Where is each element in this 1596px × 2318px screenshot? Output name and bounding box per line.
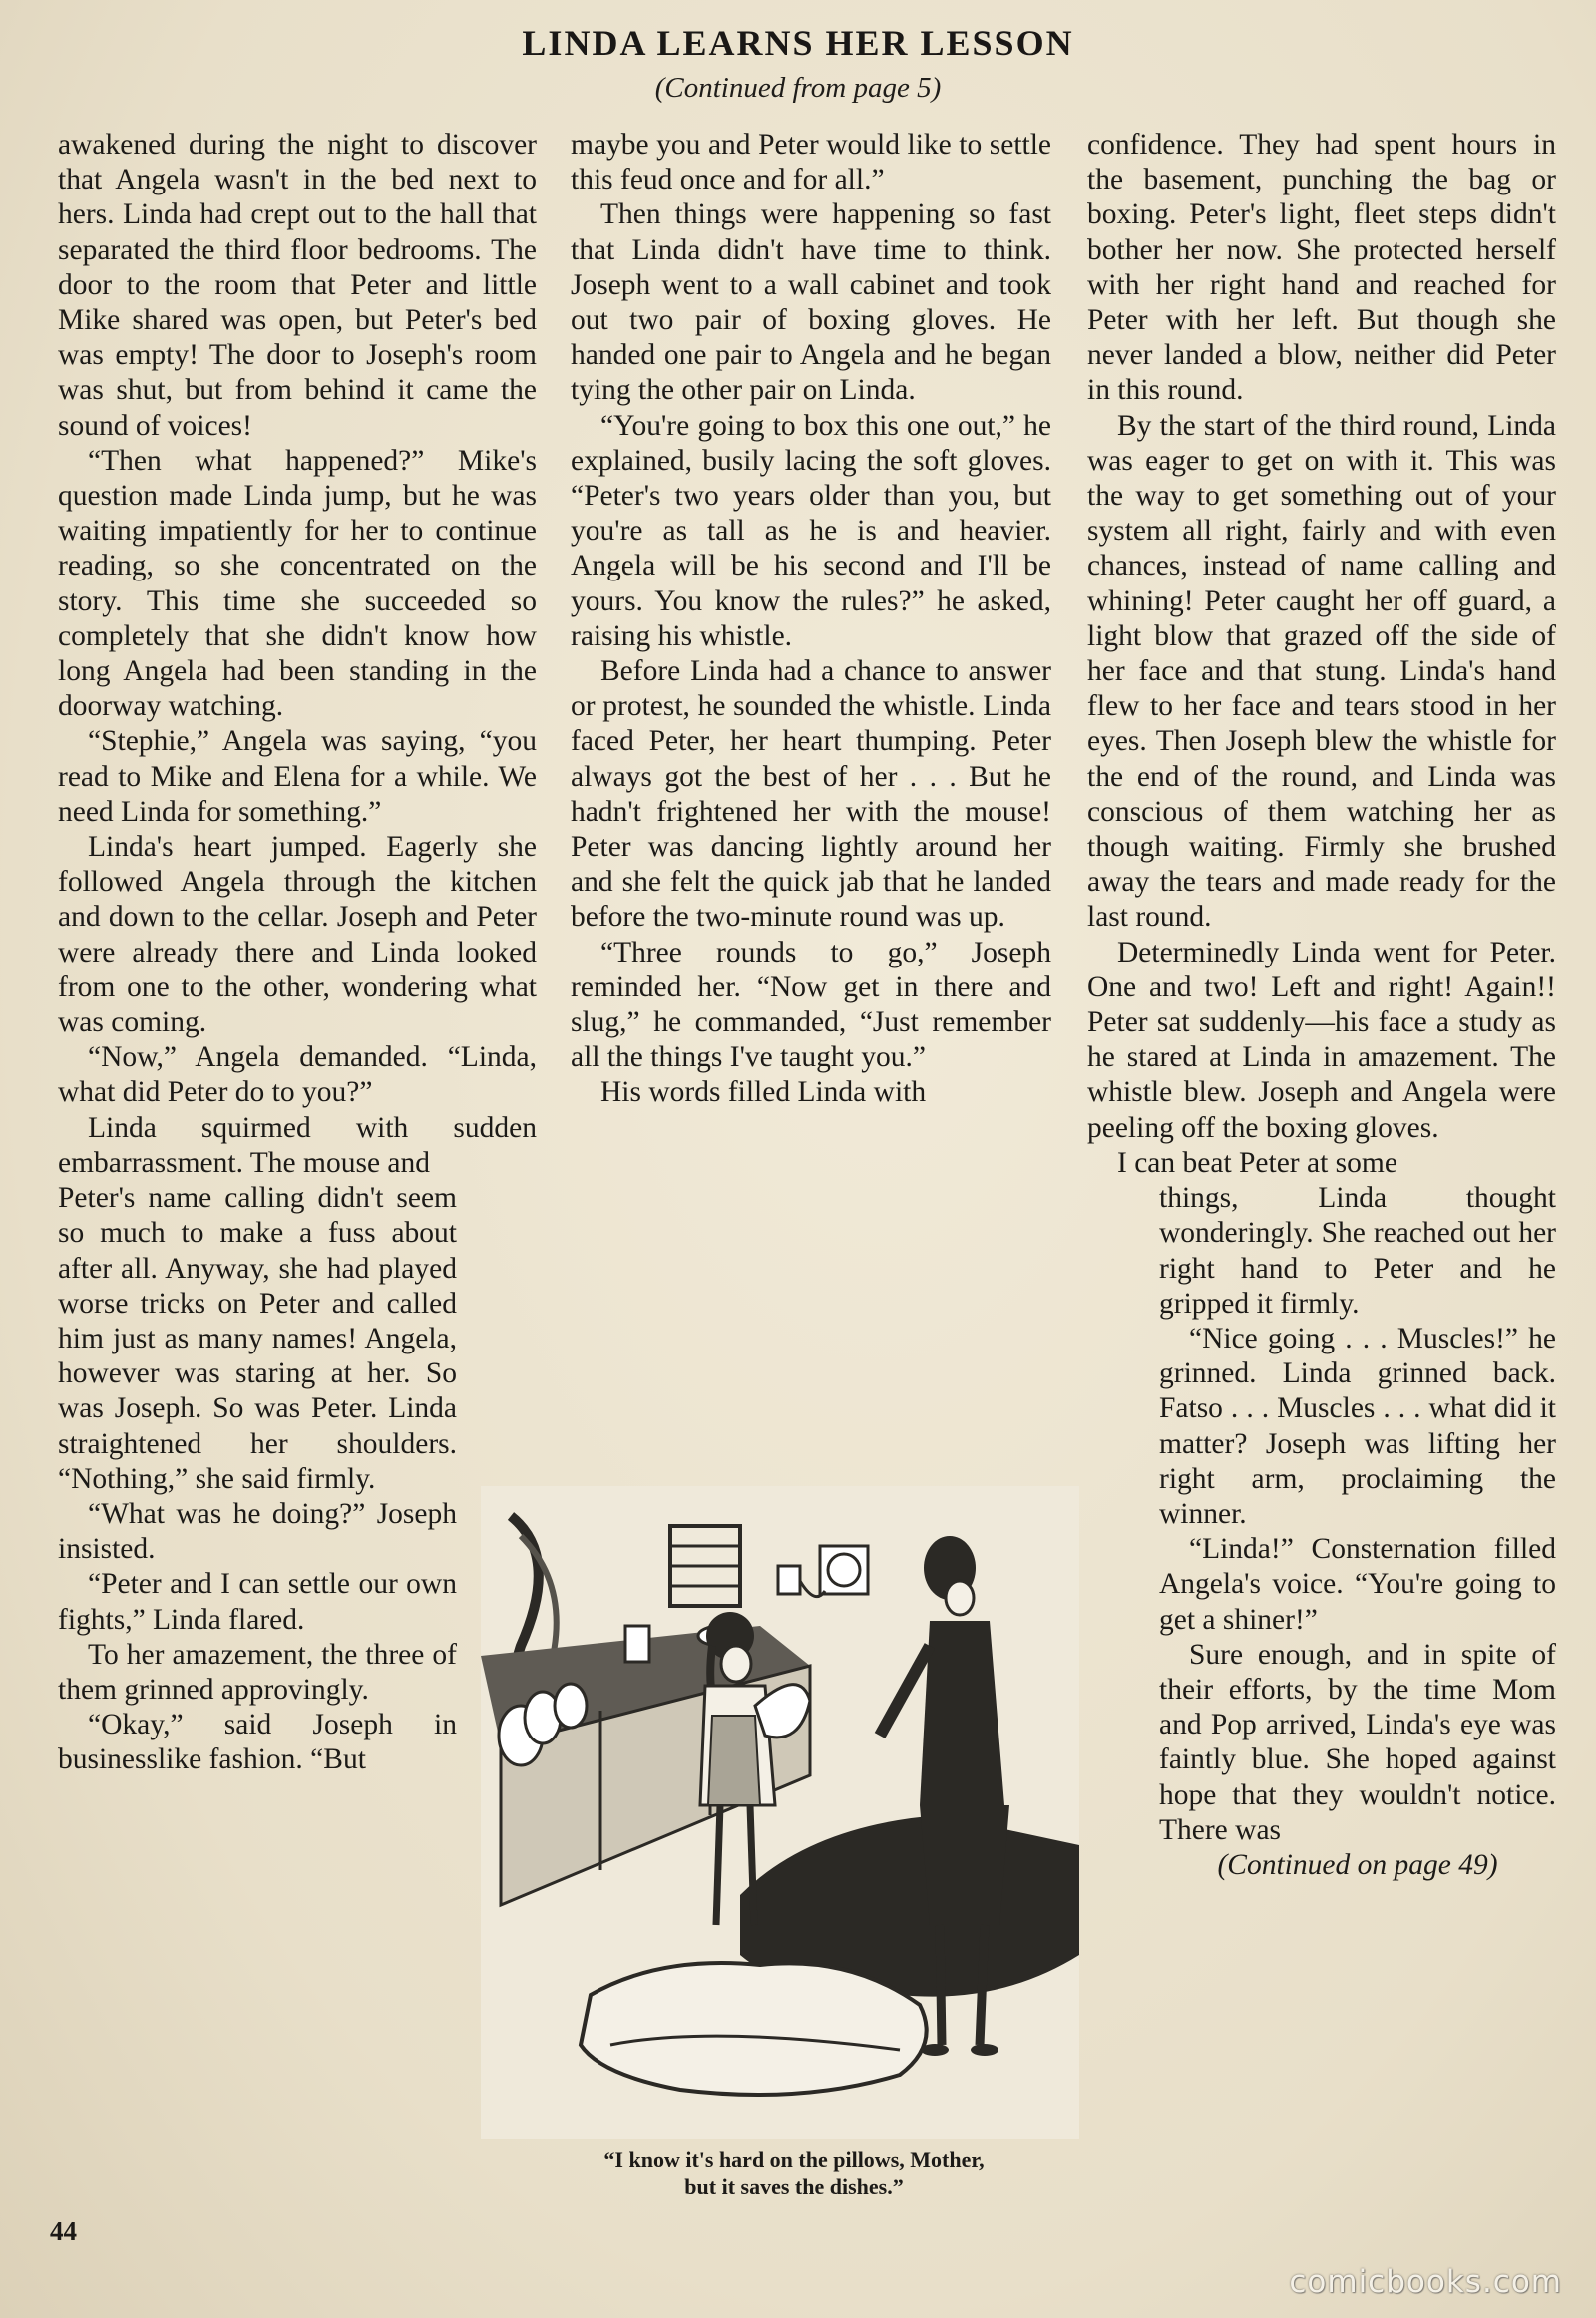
narrow-text-block [1159, 1181, 1556, 1883]
kitchen-illustration [481, 1486, 1079, 2139]
caption-line-1: “I know it's hard on the pillows, Mother, [603, 2147, 985, 2172]
story-title: LINDA LEARNS HER LESSON [522, 23, 1074, 63]
paragraph: “What was he doing?” Joseph insisted. [58, 1497, 457, 1566]
paragraph: “Nice going . . . Muscles!” he grinned. Linda grinned back. Fatso . . . Muscles . . . what did it matter? Joseph was lifting her right arm, proclaiming the winner. [1159, 1322, 1556, 1530]
text-column-2 [571, 128, 1051, 1111]
paragraph: “Peter and I can settle our own fights,” Linda flared. [58, 1568, 457, 1636]
narrow-text-block [58, 1181, 457, 1777]
paragraph: Determinedly Linda went for Peter. One and two! Left and right! Again!! Peter sat suddenly—his face a study as he stared at Linda in amazement. The whistle blew. Joseph and Angela were peeling off the boxing gloves. [1087, 936, 1556, 1144]
paragraph: awakened during the night to discover that Angela wasn't in the bed next to hers. Linda had crept out to the hall that separated the third floor bedrooms. The door to the room that Peter and little Mike shared was open, but Peter's bed was empty! The door to Joseph's room was shut, but from behind it came the sound of voices! [58, 129, 537, 442]
paragraph: things, Linda thought wonderingly. She reached out her right hand to Peter and he gripped it firmly. [1159, 1182, 1556, 1320]
paragraph: His words filled Linda with [600, 1076, 927, 1109]
paragraph: maybe you and Peter would like to settle this feud once and for all.” [571, 129, 1051, 196]
caption-line-2: but it saves the dishes.” [684, 2174, 904, 2199]
paragraph: “You're going to box this one out,” he explained, busily lacing the soft gloves. “Peter's two years older than you, but you're as tall as he is and heavier. Angela will be his second and I'll be yours. You know the rules?” he asked, raising his whistle. [571, 409, 1051, 652]
illustration-caption [504, 2146, 1084, 2200]
paragraph: I can beat Peter at some [1117, 1146, 1397, 1179]
paragraph: Then things were happening so fast that Linda didn't have time to think. Joseph went to a wall cabinet and took out two pair of boxing gloves. He handed one pair to Angela and he began tying the other pair on Linda. [571, 198, 1051, 407]
paragraph: “Linda!” Consternation filled Angela's voice. “You're going to get a shiner!” [1159, 1533, 1556, 1636]
paragraph: Peter's name calling didn't seem so much to make a fuss about after all. Anyway, she had played worse tricks on Peter and called him just as many names! Angela, however was staring at her. So was Joseph. So was Peter. Linda straightened her shoulders. “Nothing,” she said firmly. [58, 1182, 457, 1495]
continued-on-note: (Continued on page 49) [1217, 1848, 1498, 1881]
paragraph: “Three rounds to go,” Joseph reminded her. “Now get in there and slug,” he commanded, “Just remember all the things I've taught you.” [571, 936, 1051, 1074]
text-column-1 [58, 128, 537, 1778]
paragraph: confidence. They had spent hours in the basement, punching the bag or boxing. Peter's light, fleet steps didn't bother her now. She protected herself with her right hand and reached for Peter with her left. But though she never landed a blow, neither did Peter in this round. [1087, 129, 1556, 407]
paragraph: Linda squirmed with sudden embarrassment. The mouse and [58, 1111, 537, 1179]
text-column-3 [1087, 128, 1556, 1883]
paragraph: To her amazement, the three of them grinned approvingly. [58, 1638, 457, 1706]
paragraph: Before Linda had a chance to answer or protest, he sounded the whistle. Linda faced Peter, her heart thumping. Peter always got the best of her . . . But he hadn't frightened her with the mouse! Peter was dancing lightly around her and she felt the quick jab that he landed before the two-minute round was up. [571, 655, 1051, 934]
paragraph: “Stephie,” Angela was saying, “you read to Mike and Elena for a while. We need Linda for something.” [58, 725, 537, 828]
page-number: 44 [50, 2216, 77, 2246]
paragraph: Sure enough, and in spite of their efforts, by the time Mom and Pop arrived, Linda's eye was faintly blue. She hoped against hope that they wouldn't notice. There was [1159, 1638, 1556, 1846]
paragraph: “Okay,” said Joseph in businesslike fashion. “But [58, 1709, 457, 1776]
site-watermark: comicbooks.com [1289, 2264, 1562, 2300]
paragraph: Linda's heart jumped. Eagerly she followed Angela through the kitchen and down to the cellar. Joseph and Peter were already there and Linda looked from one to the other, wondering what was coming. [58, 831, 537, 1039]
paragraph: “Now,” Angela demanded. “Linda, what did Peter do to you?” [58, 1041, 537, 1109]
paragraph: By the start of the third round, Linda was eager to get on with it. This was the way to get something out of your system all right, fairly and with even chances, instead of name calling and whining! Peter caught her off guard, a light blow that grazed off the side of her face and that stung. Linda's hand flew to her face and tears stood in her eyes. Then Joseph blew the whistle for the end of the round, and Linda was conscious of them watching her as though waiting. Firmly she brushed away the tears and made ready for the last round. [1087, 409, 1556, 934]
paragraph: “Then what happened?” Mike's question made Linda jump, but he was waiting impatiently for her to continue reading, so she concentrated on the story. This time she succeeded so completely that she didn't know how long Angela had been standing in the doorway watching. [58, 444, 537, 723]
continued-from-note: (Continued from page 5) [654, 72, 942, 104]
